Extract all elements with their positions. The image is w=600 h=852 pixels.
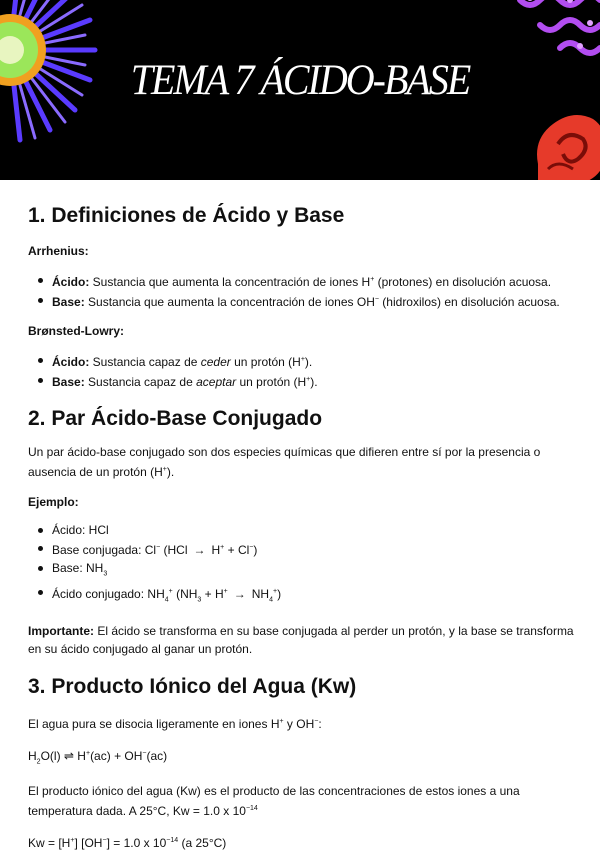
arrhenius-list <box>28 271 576 311</box>
section-2-heading: 2. Par Ácido-Base Conjugado <box>28 407 323 430</box>
list-item: Ácido: Sustancia capaz de ceder un protón (H+). <box>52 351 576 371</box>
list-item: Ácido conjugado: $NH_4^+$ $(NH_3 + H^+ \to NH_4^+)$ <box>52 583 576 609</box>
section-3-heading: 3. Producto Iónico del Agua (Kw) <box>28 674 357 698</box>
arrow-icon: → <box>193 543 206 557</box>
example-label: Ejemplo: <box>28 495 79 509</box>
list-item: Base conjugada: Cl− (HCl → H+ + Cl−) <box>52 539 576 559</box>
equilibrium-arrow-icon: ⇌ <box>63 748 74 763</box>
water-equation: $H_2O(l)$ ⇌ H+(ac) + OH−(ac) <box>28 748 168 766</box>
document-body <box>28 196 576 852</box>
bronsted-lowry-label: Brønsted-Lowry: <box>28 324 124 338</box>
purple-coral-decoration <box>510 0 600 60</box>
section-1-heading: 1. Definiciones de Ácido y Base <box>28 204 345 227</box>
conjugate-pair-intro: Un par ácido-base conjugado son dos especies químicas que difieren entre sí por la presencia o ausencia de un protón (H+). <box>28 445 541 479</box>
list-item: Base: Sustancia que aumenta la concentración de iones OH− (hidroxilos) en disolución acuosa. <box>52 291 576 311</box>
example-list <box>28 521 576 610</box>
kw-definition: El producto iónico del agua (Kw) es el producto de las concentraciones de estos iones a una temperatura dada. A 25°C, Kw = 1.0 x $10^{-14}$ <box>28 784 520 819</box>
bronsted-lowry-list <box>28 351 576 391</box>
header-banner <box>0 0 600 180</box>
red-coral-decoration <box>528 104 600 180</box>
list-item: Base: $NH_3$ <box>52 559 576 583</box>
list-item: Ácido: HCl <box>52 521 576 539</box>
kw-formula: Kw = [H+] [OH−] = 1.0 x $10^{-14}$ (a 25°C) <box>28 836 227 851</box>
arrhenius-label: Arrhenius: <box>28 244 89 258</box>
important-note: Importante: El ácido se transforma en su base conjugada al perder un protón, y la base se transforma en su ácido conjugado al ganar un protón. <box>28 623 574 656</box>
page-title: TEMA 7 ÁCIDO-BASE <box>130 55 470 104</box>
arrow-icon: → <box>233 587 246 602</box>
list-item: Ácido: Sustancia que aumenta la concentración de iones H+ (protones) en disolución acuosa. <box>52 271 576 291</box>
water-dissociation-text: El agua pura se disocia ligeramente en iones H+ y OH−: <box>28 716 322 731</box>
list-item: Base: Sustancia capaz de aceptar un protón (H+). <box>52 371 576 391</box>
